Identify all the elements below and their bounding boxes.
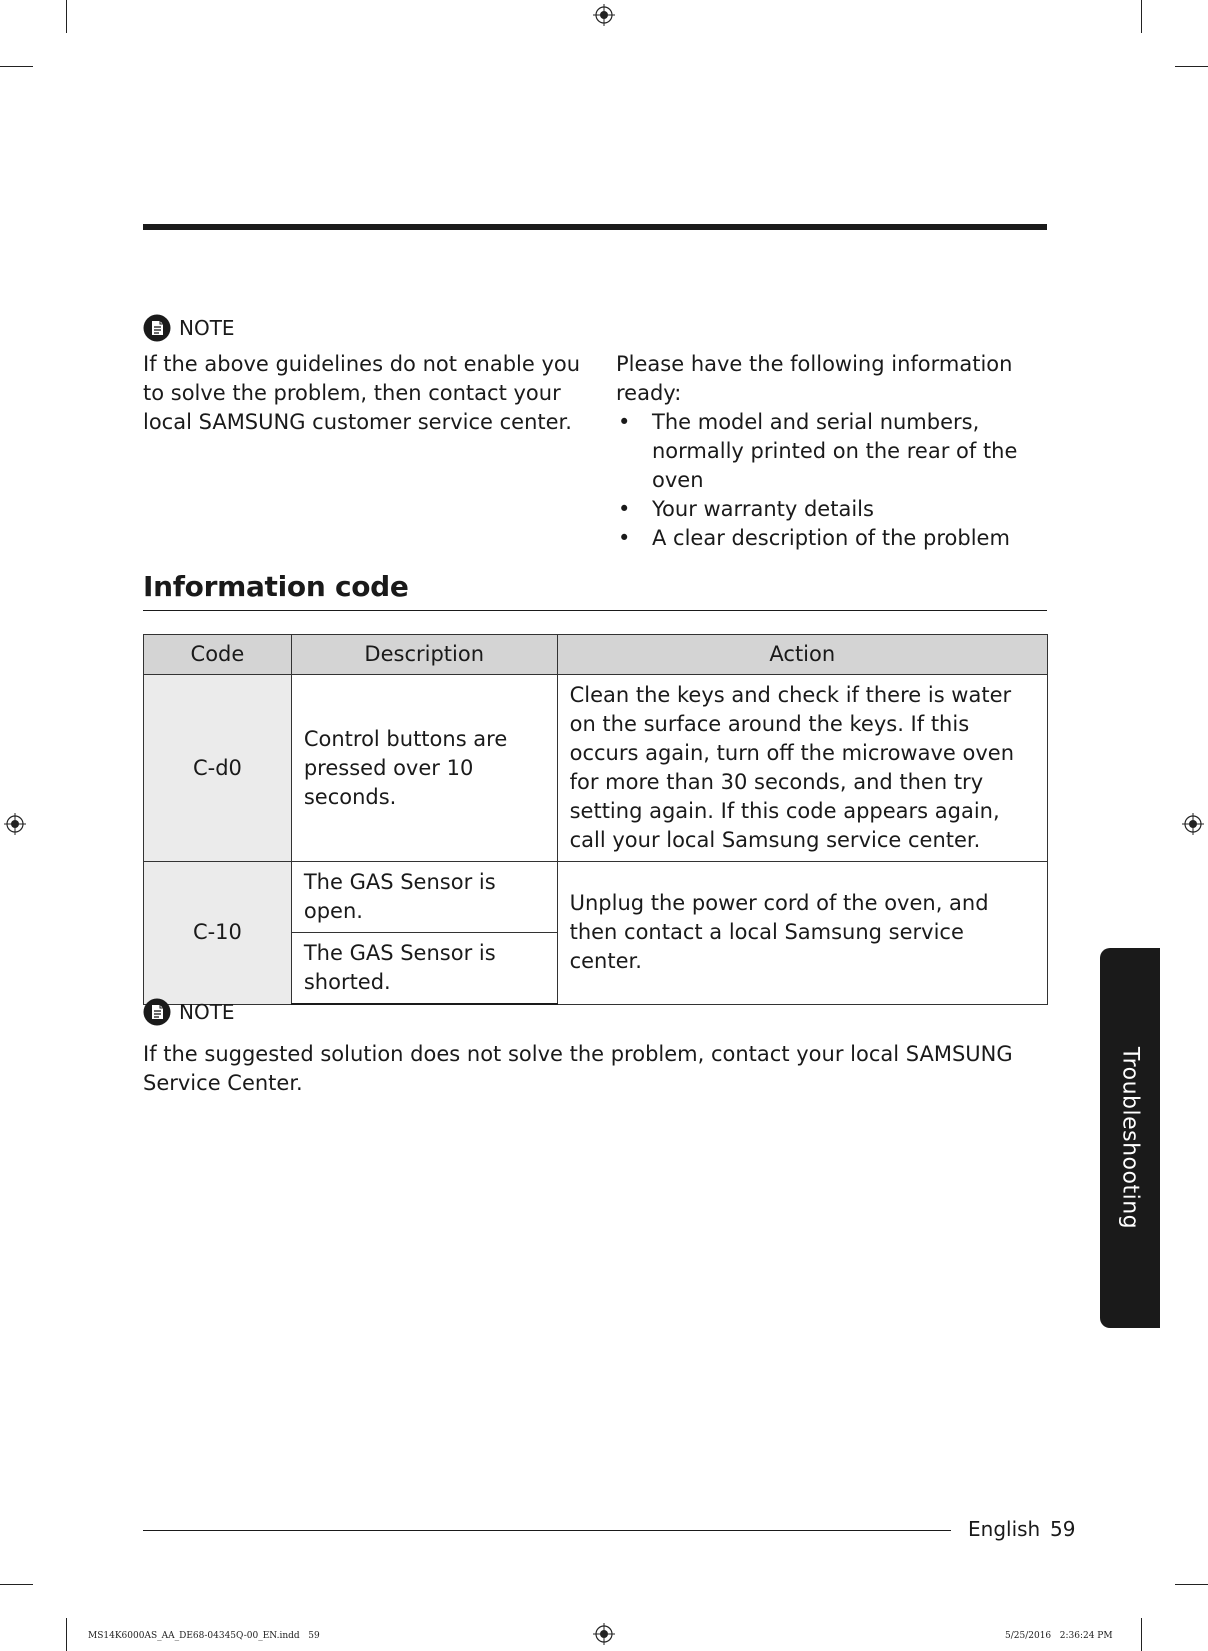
section-title: Information code xyxy=(143,570,409,603)
table-header-row xyxy=(144,635,1048,675)
note-label: NOTE xyxy=(179,316,235,340)
table-row xyxy=(144,862,1048,933)
list-item: • The model and serial numbers, normally printed on the rear of the oven xyxy=(616,408,1048,495)
page-number: 59 xyxy=(1050,1517,1076,1541)
registration-mark-icon xyxy=(1182,813,1204,835)
crop-mark xyxy=(0,1584,33,1585)
note-heading xyxy=(143,998,235,1026)
crop-mark xyxy=(1175,66,1208,67)
note-left-text: If the above guidelines do not enable you to solve the problem, then contact your local SAMSUNG customer service center. xyxy=(143,352,581,434)
footer-rule xyxy=(143,1530,951,1531)
crop-mark xyxy=(66,1618,67,1651)
crop-mark xyxy=(1141,1618,1142,1651)
side-tab-label: Troubleshooting xyxy=(1117,1046,1143,1230)
registration-mark-icon xyxy=(593,4,615,26)
imprint-file: MS14K6000AS_AA_DE68-04345Q-00_EN.indd 59 xyxy=(88,1631,320,1641)
list-item: • Your warranty details xyxy=(616,495,1048,524)
registration-mark-icon xyxy=(593,1623,615,1645)
note-right-block xyxy=(616,350,1048,553)
note-right-intro: Please have the following information ready: xyxy=(616,352,1013,405)
info-code-table xyxy=(143,634,1048,1005)
note-label: NOTE xyxy=(179,1000,235,1024)
crop-mark xyxy=(0,66,33,67)
footer-language: English xyxy=(968,1517,1041,1541)
description-cell: The GAS Sensor is open. xyxy=(291,862,557,933)
table-row xyxy=(144,675,1048,862)
crop-mark xyxy=(1141,0,1142,33)
header-action: Action xyxy=(557,635,1047,675)
note-text: If the suggested solution does not solve the problem, contact your local SAMSUNG Service Center. xyxy=(143,1042,1013,1095)
section-rule xyxy=(143,610,1047,611)
code-cell: C-10 xyxy=(144,862,292,1005)
registration-mark-icon xyxy=(4,813,26,835)
header-description: Description xyxy=(291,635,557,675)
description-cell: Control buttons are pressed over 10 seconds. xyxy=(291,675,557,862)
header-code: Code xyxy=(144,635,292,675)
action-cell: Unplug the power cord of the oven, and then contact a local Samsung service center. xyxy=(557,862,1047,1005)
section-side-tab xyxy=(1100,948,1160,1328)
info-list xyxy=(616,408,1048,553)
action-cell: Clean the keys and check if there is water on the surface around the keys. If this occurs again, turn off the microwave oven for more than 30 seconds, and then try setting again. If this code appears again, call your local Samsung service center. xyxy=(557,675,1047,862)
note-icon xyxy=(143,314,171,342)
top-rule xyxy=(143,224,1047,230)
code-cell: C-d0 xyxy=(144,675,292,862)
crop-mark xyxy=(66,0,67,33)
crop-mark xyxy=(1175,1584,1208,1585)
imprint-date: 5/25/2016 2:36:24 PM xyxy=(1005,1631,1113,1641)
note-heading xyxy=(143,314,235,342)
note-icon xyxy=(143,998,171,1026)
description-cell: The GAS Sensor is shorted. xyxy=(291,933,557,1005)
list-item: • A clear description of the problem xyxy=(616,524,1048,553)
